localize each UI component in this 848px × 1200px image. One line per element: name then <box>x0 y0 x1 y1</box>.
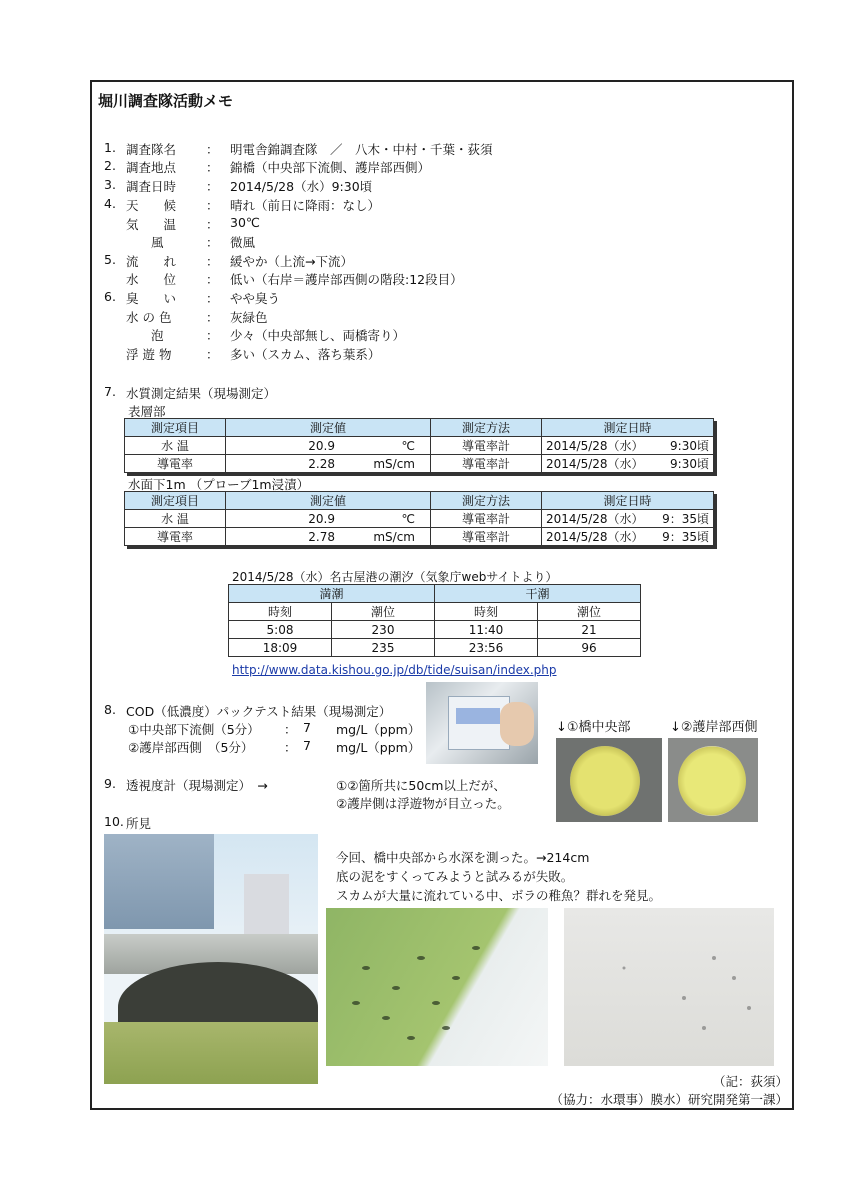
section7-title: 水質測定結果（現場測定） <box>126 386 277 401</box>
item-number: 3. <box>104 177 116 192</box>
time-text: 9:30頃 <box>670 439 709 453</box>
th-method: 測定方法 <box>431 419 542 437</box>
item-number: 5. <box>104 252 116 267</box>
time-text: 9：35頃 <box>662 530 709 544</box>
petri-dish-2 <box>678 746 746 816</box>
item-number: 6. <box>104 289 116 304</box>
tide-cell: 235 <box>332 639 435 657</box>
item-colon: ： <box>206 235 219 250</box>
tide-level-label: 潮位 <box>332 603 435 621</box>
item-label: 水 の 色 <box>126 310 172 325</box>
section10-num: 10. <box>104 814 124 829</box>
surface-label: 表層部 <box>128 404 166 419</box>
item-label: 調査地点 <box>126 160 177 175</box>
cod-unit: mg/L（ppm） <box>336 740 421 755</box>
time-text: 9:30頃 <box>670 457 709 471</box>
cell-value <box>226 528 431 546</box>
bridge-photo <box>104 834 318 1084</box>
page-title: 堀川調査隊活動メモ <box>98 92 234 110</box>
value-unit: mS/cm <box>373 456 415 471</box>
cod-colon: ： <box>284 740 297 755</box>
item-value: 晴れ（前日に降雨：なし） <box>230 198 381 213</box>
item-label: 浮 遊 物 <box>126 347 172 362</box>
cell-value <box>226 455 431 473</box>
th-value: 測定値 <box>226 419 431 437</box>
table-row <box>125 437 714 455</box>
building-shape <box>104 834 214 929</box>
transparency-line-1: ①②箇所共に50cm以上だが、 <box>336 778 506 793</box>
cell-date <box>542 510 714 528</box>
tide-cell: 230 <box>332 621 435 639</box>
section9-title: 透視度計（現場測定） → <box>126 778 268 793</box>
petri-photo-2 <box>668 738 758 822</box>
value-number: 2.78 <box>308 529 335 544</box>
item-value: 低い（右岸＝護岸部西側の階段:12段目） <box>230 272 463 287</box>
cell-item: 導電率 <box>125 455 226 473</box>
cell-item: 水 温 <box>125 510 226 528</box>
th-date: 測定日時 <box>542 492 714 510</box>
cod-row-2 <box>128 738 421 756</box>
tide-time-label: 時刻 <box>435 603 538 621</box>
cell-method: 導電率計 <box>431 510 542 528</box>
table-row <box>125 510 714 528</box>
item-number: 1. <box>104 140 116 155</box>
river-water-shape <box>104 1022 318 1084</box>
table-row <box>125 528 714 546</box>
tide-source-link[interactable]: http://www.data.kishou.go.jp/db/tide/suisan/index.php <box>232 663 557 677</box>
item-colon: ： <box>206 347 219 362</box>
item-label: 臭 い <box>126 291 177 306</box>
scum-closeup-photo <box>564 908 774 1066</box>
tide-cell: 11:40 <box>435 621 538 639</box>
item-value: 少々（中央部無し、両橋寄り） <box>230 328 406 343</box>
table-row <box>229 639 641 657</box>
item-label: 調査隊名 <box>126 142 177 157</box>
cod-value: 7 <box>303 720 311 735</box>
note-line: 今回、橋中央部から水深を測った。→214cm <box>336 850 590 865</box>
cod-value: 7 <box>303 738 311 753</box>
item-colon: ： <box>206 272 219 287</box>
item-value: 30℃ <box>230 215 260 230</box>
item-label: 水 位 <box>126 272 177 287</box>
table-row <box>229 621 641 639</box>
petri-dish-1 <box>570 746 640 816</box>
speckle-dots <box>564 908 774 1066</box>
depth-table <box>124 491 714 546</box>
section8-title: COD（低濃度）パックテスト結果（現場測定） <box>126 704 392 719</box>
item-label: 気 温 <box>126 217 177 232</box>
value-number: 20.9 <box>308 438 335 453</box>
cell-method: 導電率計 <box>431 437 542 455</box>
item-colon: ： <box>206 310 219 325</box>
th-item: 測定項目 <box>125 419 226 437</box>
item-value: 2014/5/28（水）9:30頃 <box>230 179 373 194</box>
value-unit: mS/cm <box>373 529 415 544</box>
note-line: 底の泥をすくってみようと試みるが失敗。 <box>336 869 574 884</box>
cell-method: 導電率計 <box>431 455 542 473</box>
photo1-label: ↓①橋中央部 <box>556 720 631 735</box>
item-value: 明電舎錦調査隊 ／ 八木・中村・千葉・荻須 <box>230 142 493 157</box>
th-date: 測定日時 <box>542 419 714 437</box>
photo2-label: ↓②護岸部西側 <box>670 720 758 735</box>
th-item: 測定項目 <box>125 492 226 510</box>
tide-cell: 23:56 <box>435 639 538 657</box>
observation-notes <box>336 848 661 905</box>
item-value: 緩やか（上流→下流） <box>230 254 353 269</box>
note-line: スカムが大量に流れている中、ボラの稚魚？群れを発見。 <box>336 888 662 903</box>
item-value: やや臭う <box>230 291 281 306</box>
value-unit: ℃ <box>401 438 415 453</box>
cod-unit: mg/L（ppm） <box>336 722 421 737</box>
fish-dots <box>326 908 548 1066</box>
item-colon: ： <box>206 198 219 213</box>
value-number: 2.28 <box>308 456 335 471</box>
cod-colon: ： <box>284 722 297 737</box>
packtest-photo <box>426 682 538 764</box>
author-credit: （記：荻須） <box>712 1074 788 1089</box>
cell-value <box>226 437 431 455</box>
cell-item: 導電率 <box>125 528 226 546</box>
value-unit: ℃ <box>401 511 415 526</box>
cod-row-1 <box>128 720 421 738</box>
tide-cell: 5:08 <box>229 621 332 639</box>
date-text: 2014/5/28（水） <box>546 457 644 471</box>
cell-date <box>542 528 714 546</box>
tide-cell: 96 <box>538 639 641 657</box>
item-value: 灰緑色 <box>230 310 268 325</box>
time-text: 9：35頃 <box>662 512 709 526</box>
item-label: 調査日時 <box>126 179 177 194</box>
petri-photo-1 <box>556 738 662 822</box>
item-colon: ： <box>206 160 219 175</box>
item-colon: ： <box>206 217 219 232</box>
building-shape <box>244 874 289 934</box>
item-value: 多い（スカム、落ち葉系） <box>230 347 381 362</box>
item-value: 微風 <box>230 235 256 250</box>
transparency-line-2: ②護岸側は浮遊物が目立った。 <box>336 796 510 811</box>
cell-item: 水 温 <box>125 437 226 455</box>
date-text: 2014/5/28（水） <box>546 512 644 526</box>
tide-table <box>228 584 641 657</box>
cell-date <box>542 437 714 455</box>
surface-table <box>124 418 714 473</box>
item-number: 2. <box>104 158 116 173</box>
item-label: 風 <box>126 235 164 250</box>
cell-value <box>226 510 431 528</box>
th-value: 測定値 <box>226 492 431 510</box>
item-colon: ： <box>206 254 219 269</box>
cod-label: ②護岸部西側 （5分） <box>128 740 254 755</box>
tide-high-header: 満潮 <box>229 585 435 603</box>
depth-label: 水面下1m （プローブ1m浸漬） <box>128 477 310 492</box>
item-colon: ： <box>206 328 219 343</box>
tide-time-label: 時刻 <box>229 603 332 621</box>
item-colon: ： <box>206 179 219 194</box>
th-method: 測定方法 <box>431 492 542 510</box>
tide-cell: 21 <box>538 621 641 639</box>
cell-date <box>542 455 714 473</box>
fish-school-photo <box>326 908 548 1066</box>
item-colon: ： <box>206 291 219 306</box>
tide-low-header: 干潮 <box>435 585 641 603</box>
packtest-color-strip <box>456 708 500 724</box>
tide-level-label: 潮位 <box>538 603 641 621</box>
item-label: 天 候 <box>126 198 177 213</box>
item-number: 4. <box>104 196 116 211</box>
value-number: 20.9 <box>308 511 335 526</box>
table-row <box>125 455 714 473</box>
cod-label: ①中央部下流側（5分） <box>128 722 260 737</box>
section7-num: 7. <box>104 384 116 399</box>
item-colon: ： <box>206 142 219 157</box>
hand-shape <box>500 702 534 746</box>
cell-method: 導電率計 <box>431 528 542 546</box>
item-label: 流 れ <box>126 254 177 269</box>
section10-title: 所見 <box>126 816 152 831</box>
date-text: 2014/5/28（水） <box>546 530 644 544</box>
org-credit: （協力：水環事）膜水）研究開発第一課） <box>550 1092 788 1107</box>
date-text: 2014/5/28（水） <box>546 439 644 453</box>
section8-num: 8. <box>104 702 116 717</box>
item-label: 泡 <box>126 328 164 343</box>
tide-cell: 18:09 <box>229 639 332 657</box>
tide-caption: 2014/5/28（水）名古屋港の潮汐（気象庁webサイトより） <box>232 570 558 584</box>
item-value: 錦橋（中央部下流側、護岸部西側） <box>230 160 431 175</box>
section9-num: 9. <box>104 776 116 791</box>
